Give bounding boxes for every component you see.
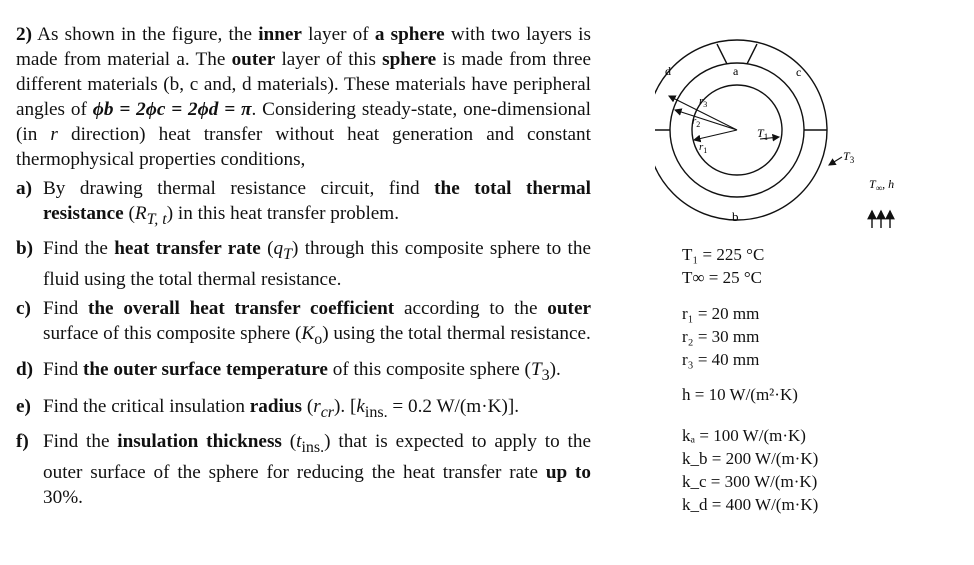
part-text: ) that is expected to apply to the outer surface of the sphere for reducing the heat transfer rate bbox=[43, 431, 592, 483]
part-subscript: T bbox=[283, 245, 292, 263]
intro-text: layer of bbox=[301, 24, 375, 45]
part-symbol: q bbox=[273, 237, 284, 259]
part-text: Find the critical insulation bbox=[43, 396, 250, 418]
angle-equation: ϕb = 2ϕc = 2ϕd = π bbox=[92, 99, 252, 120]
given-r2: r₂ = 30 mm bbox=[682, 327, 760, 346]
given-temperatures bbox=[682, 243, 764, 289]
label-b: b bbox=[732, 209, 739, 224]
part-label: f) bbox=[16, 431, 29, 453]
given-Tinf: T∞ = 25 °C bbox=[682, 268, 762, 287]
problem-statement bbox=[16, 22, 591, 510]
part-text: surface of this composite sphere ( bbox=[43, 322, 302, 344]
part-bold: up to bbox=[545, 461, 591, 483]
boundary-a-c bbox=[747, 44, 757, 64]
part-text: Find the bbox=[43, 237, 115, 259]
label-r1: $r_1$ bbox=[699, 141, 708, 155]
part-label: c) bbox=[16, 297, 31, 319]
part-symbol: R bbox=[134, 203, 147, 224]
part-subscript: ins. bbox=[301, 438, 325, 456]
given-conductivities bbox=[682, 424, 818, 516]
intro-bold: outer bbox=[231, 49, 276, 70]
part-subscript: 3 bbox=[541, 367, 550, 385]
part-text: according to the bbox=[394, 297, 548, 319]
composite-sphere-figure bbox=[655, 20, 895, 235]
part-text: By drawing thermal resistance circuit, find bbox=[43, 178, 435, 199]
label-a: a bbox=[733, 64, 739, 78]
part-bold: heat transfer rate bbox=[114, 237, 261, 259]
part-a bbox=[16, 176, 591, 232]
part-text: ). bbox=[549, 359, 561, 381]
part-text: ) through this composite sphere to the fluid using the total thermal resistance. bbox=[43, 237, 591, 290]
intro-bold: inner bbox=[258, 24, 302, 45]
label-T1: $T_1$ bbox=[757, 126, 769, 142]
r2-arrow bbox=[675, 110, 737, 130]
given-r3: r₃ = 40 mm bbox=[682, 350, 760, 369]
label-T3: $T_3$ bbox=[843, 149, 855, 165]
part-text: of this composite sphere ( bbox=[327, 359, 531, 381]
given-h bbox=[682, 383, 798, 406]
label-r2: $r_2$ bbox=[692, 115, 701, 129]
part-text: 30%. bbox=[43, 486, 83, 508]
boundary-d-a bbox=[717, 44, 727, 64]
part-label: e) bbox=[16, 396, 31, 418]
part-text: ) in this heat transfer problem. bbox=[166, 203, 400, 224]
part-symbol: r bbox=[313, 396, 321, 418]
given-ka: kₐ = 100 W/(m·K) bbox=[682, 426, 806, 445]
part-symbol: t bbox=[296, 431, 302, 453]
intro-text: As shown in the figure, the bbox=[37, 24, 259, 45]
r1-arrow bbox=[694, 130, 737, 140]
intro-text: is made from three different materials (b, c and, d materials). These materials have peripheral angles of bbox=[16, 49, 591, 120]
part-b bbox=[16, 236, 591, 292]
part-f bbox=[16, 429, 591, 510]
part-label: d) bbox=[16, 359, 34, 381]
t3-arrow bbox=[829, 157, 842, 165]
given-h-value: h = 10 W/(m²·K) bbox=[682, 385, 798, 404]
given-kb: k_b = 200 W/(m·K) bbox=[682, 449, 819, 468]
part-label: a) bbox=[16, 178, 32, 199]
intro-text: direction) heat transfer without heat generation and constant thermophysical properties conditions, bbox=[16, 124, 591, 170]
given-radii bbox=[682, 302, 759, 371]
part-bold: radius bbox=[249, 396, 303, 418]
part-text: ( bbox=[302, 396, 314, 418]
label-Tinf-h: $T_\infty$, h bbox=[869, 177, 895, 193]
r-symbol: r bbox=[50, 124, 58, 145]
intro-bold: sphere bbox=[382, 49, 437, 70]
label-r3: $r_3$ bbox=[699, 95, 708, 109]
part-text: ( bbox=[123, 203, 135, 224]
intro-bold: a sphere bbox=[374, 24, 445, 45]
given-kd: k_d = 400 W/(m·K) bbox=[682, 495, 819, 514]
part-subscript: ins. bbox=[364, 404, 388, 422]
given-kc: k_c = 300 W/(m·K) bbox=[682, 472, 818, 491]
part-bold: the total thermal resistance bbox=[43, 178, 591, 224]
label-d: d bbox=[665, 64, 671, 78]
part-text: ( bbox=[260, 237, 274, 259]
part-text: Find the bbox=[43, 431, 118, 453]
part-text: Find bbox=[43, 297, 88, 319]
part-text: ( bbox=[281, 431, 297, 453]
label-c: c bbox=[796, 65, 802, 79]
given-r1: r₁ = 20 mm bbox=[682, 304, 760, 323]
part-text: ) using the total thermal resistance. bbox=[322, 322, 591, 344]
intro-text: with two layers is made from material a. The bbox=[16, 24, 591, 70]
part-subscript: cr bbox=[320, 404, 335, 422]
part-d bbox=[16, 357, 591, 388]
part-e bbox=[16, 394, 591, 425]
part-subscript: T, t bbox=[146, 210, 167, 228]
part-bold: the overall heat transfer coefficient bbox=[87, 297, 395, 319]
problem-intro bbox=[16, 22, 591, 172]
part-label: b) bbox=[16, 237, 34, 259]
part-subscript: o bbox=[314, 330, 323, 348]
problem-number: 2) bbox=[16, 24, 32, 45]
part-text: = 0.2 W/(m·K)]. bbox=[387, 396, 520, 418]
part-symbol: k bbox=[356, 396, 365, 418]
part-c bbox=[16, 296, 591, 352]
intro-text: . Considering steady-state, one-dimensional (in bbox=[16, 99, 591, 145]
part-bold: the outer surface temperature bbox=[83, 359, 328, 381]
intro-text: layer of this bbox=[275, 49, 383, 70]
part-symbol: K bbox=[301, 322, 315, 344]
part-bold: insulation thickness bbox=[117, 431, 282, 453]
part-text: Find bbox=[43, 359, 83, 381]
part-text: ). [ bbox=[334, 396, 357, 418]
part-symbol: T bbox=[530, 359, 542, 381]
part-bold: outer bbox=[547, 297, 591, 319]
given-T1: T₁ = 225 °C bbox=[682, 245, 765, 264]
